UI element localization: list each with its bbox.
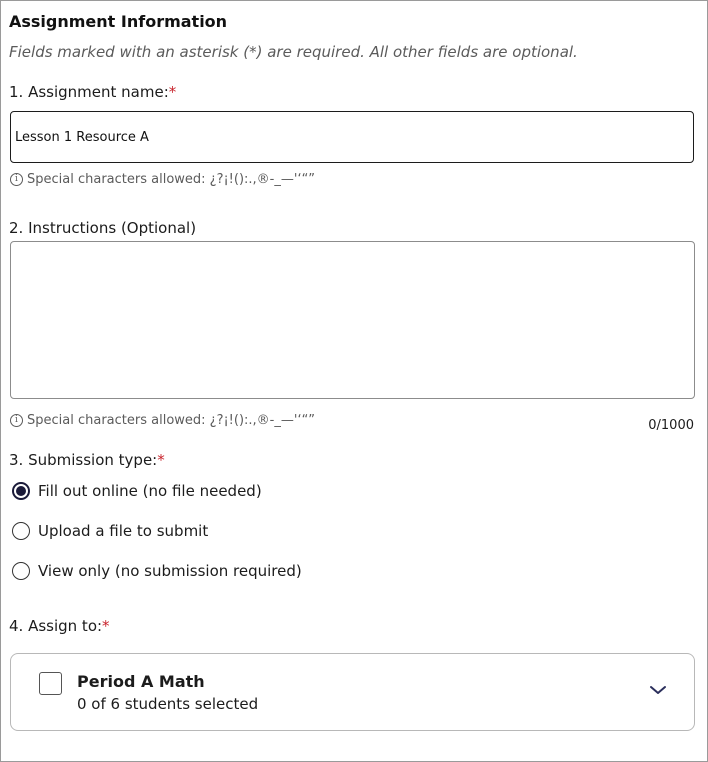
info-circle-icon: i: [10, 414, 23, 427]
radio-upload-file[interactable]: [12, 522, 208, 540]
section-title: Assignment Information: [9, 12, 228, 31]
required-asterisk: *: [157, 451, 165, 469]
required-asterisk: *: [102, 617, 110, 635]
required-asterisk: *: [168, 83, 177, 101]
class-checkbox[interactable]: [39, 672, 62, 695]
required-fields-note: Fields marked with an asterisk (*) are required. All other fields are optional.: [9, 43, 578, 61]
radio-label: Upload a file to submit: [38, 522, 209, 540]
character-counter: 0/1000: [648, 418, 694, 433]
instructions-label: 2. Instructions (Optional): [9, 219, 197, 237]
assign-to-label: [9, 617, 110, 635]
assignment-name-hint-text: Special characters allowed: ¿?¡!():.,®-_—'‘“”: [27, 172, 316, 187]
students-selected-count: 0 of 6 students selected: [77, 695, 259, 713]
chevron-down-icon[interactable]: [648, 683, 668, 697]
radio-label: View only (no submission required): [38, 562, 302, 580]
assign-to-label-text: 4. Assign to:: [9, 617, 103, 635]
assignment-name-hint: [10, 172, 315, 187]
radio-button[interactable]: [12, 522, 30, 540]
class-name: Period A Math: [77, 672, 205, 691]
radio-label: Fill out online (no file needed): [38, 482, 262, 500]
instructions-hint: [10, 413, 315, 428]
class-selector-card[interactable]: [10, 653, 695, 731]
radio-fill-out-online[interactable]: [12, 482, 262, 500]
radio-button[interactable]: [12, 562, 30, 580]
instructions-textarea[interactable]: [10, 241, 695, 399]
submission-type-label: [9, 451, 165, 469]
info-circle-icon: i: [10, 173, 23, 186]
assignment-name-label-text: 1. Assignment name:: [9, 83, 169, 101]
instructions-hint-text: Special characters allowed: ¿?¡!():.,®-_—'‘“”: [27, 413, 316, 428]
radio-button-selected[interactable]: [12, 482, 30, 500]
radio-view-only[interactable]: [12, 562, 302, 580]
submission-type-label-text: 3. Submission type:: [9, 451, 158, 469]
assignment-name-input[interactable]: [10, 111, 694, 163]
assignment-name-label: [9, 83, 176, 101]
